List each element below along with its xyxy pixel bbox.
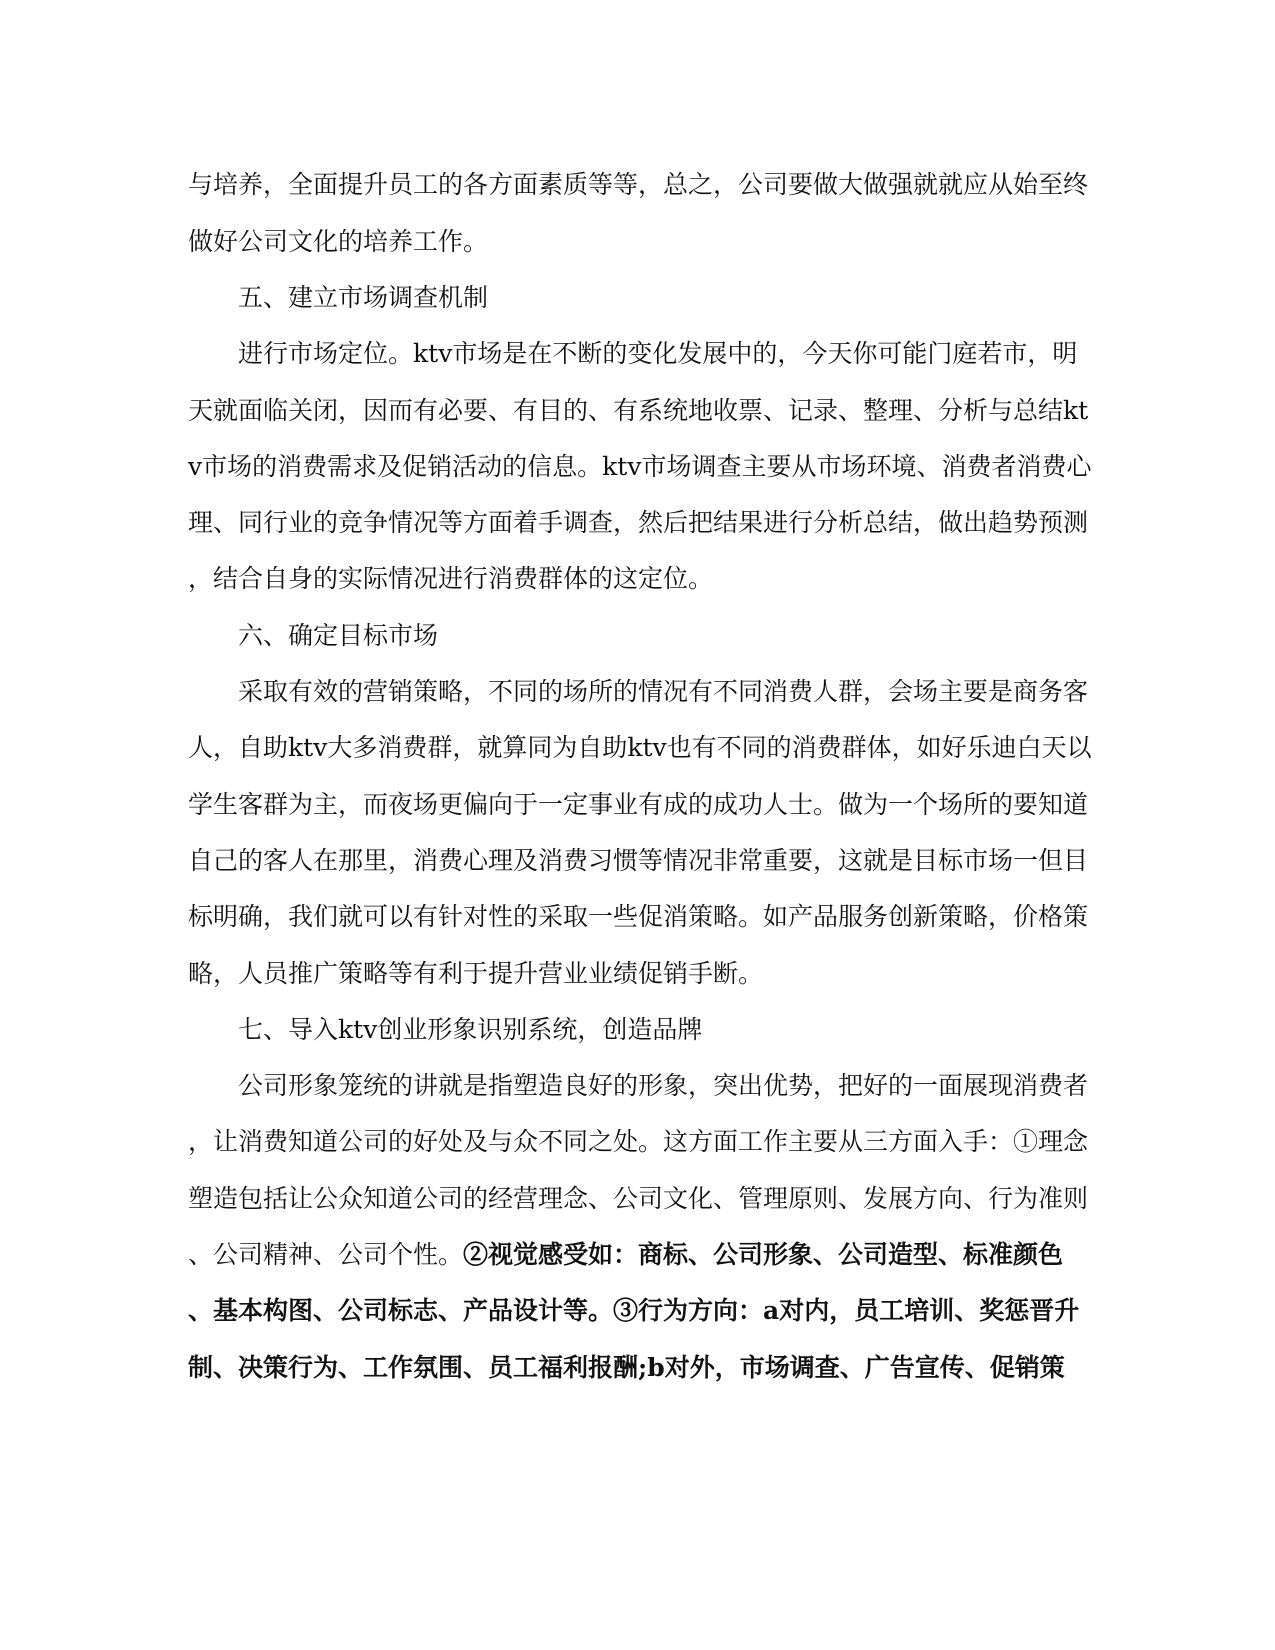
paragraph-line: 公司形象笼统的讲就是指塑造良好的形象，突出优势，把好的一面展现消费者	[238, 1071, 1089, 1100]
section-heading-5: 五、建立市场调查机制	[238, 283, 489, 312]
paragraph-line: 塑造包括让公众知道公司的经营理念、公司文化、管理原则、发展方向、行为准则	[188, 1184, 1089, 1213]
paragraph-line-bold: 、基本构图、公司标志、产品设计等。③行为方向：a对内，员工培训、奖惩晋升	[188, 1296, 1080, 1325]
paragraph-line: 学生客群为主，而夜场更偏向于一定事业有成的成功人士。做为一个场所的要知道	[188, 790, 1089, 819]
paragraph-line: v市场的消费需求及促销活动的信息。ktv市场调查主要从市场环境、消费者消费心	[188, 452, 1092, 481]
paragraph-line: ，让消费知道公司的好处及与众不同之处。这方面工作主要从三方面入手：①理念	[188, 1127, 1089, 1156]
paragraph-line: 与培养，全面提升员工的各方面素质等等，总之，公司要做大做强就就应从始至终	[188, 170, 1089, 199]
paragraph-line: 略，人员推广策略等有利于提升营业业绩促销手断。	[188, 959, 764, 988]
paragraph-line-bold: 制、决策行为、工作氛围、员工福利报酬;b对外，市场调查、广告宣传、促销策	[188, 1353, 1065, 1382]
paragraph-line: 标明确，我们就可以有针对性的采取一些促消策略。如产品服务创新策略，价格策	[188, 902, 1089, 931]
section-heading-6: 六、确定目标市场	[238, 621, 439, 650]
paragraph-line: 进行市场定位。ktv市场是在不断的变化发展中的，今天你可能门庭若市，明	[238, 339, 1078, 368]
paragraph-line: 自己的客人在那里，消费心理及消费习惯等情况非常重要，这就是目标市场一但目	[188, 846, 1089, 875]
paragraph-line: ，结合自身的实际情况进行消费群体的这定位。	[188, 564, 714, 593]
paragraph-line: 天就面临关闭，因而有必要、有目的、有系统地收票、记录、整理、分析与总结kt	[188, 396, 1089, 425]
paragraph-line: 做好公司文化的培养工作。	[188, 227, 489, 256]
paragraph-text: 、公司精神、公司个性。	[188, 1240, 464, 1269]
paragraph-line: 采取有效的营销策略，不同的场所的情况有不同消费人群，会场主要是商务客	[238, 677, 1089, 706]
paragraph-line: 人，自助ktv大多消费群，就算同为自助ktv也有不同的消费群体，如好乐迪白天以	[188, 733, 1092, 762]
paragraph-bold-text: ②视觉感受如：商标、公司形象、公司造型、标准颜色	[463, 1240, 1064, 1269]
paragraph-line: 理、同行业的竞争情况等方面着手调查，然后把结果进行分析总结，做出趋势预测	[188, 508, 1089, 537]
section-heading-7: 七、导入ktv创业形象识别系统，创造品牌	[238, 1015, 703, 1044]
paragraph-line	[188, 1235, 1088, 1275]
